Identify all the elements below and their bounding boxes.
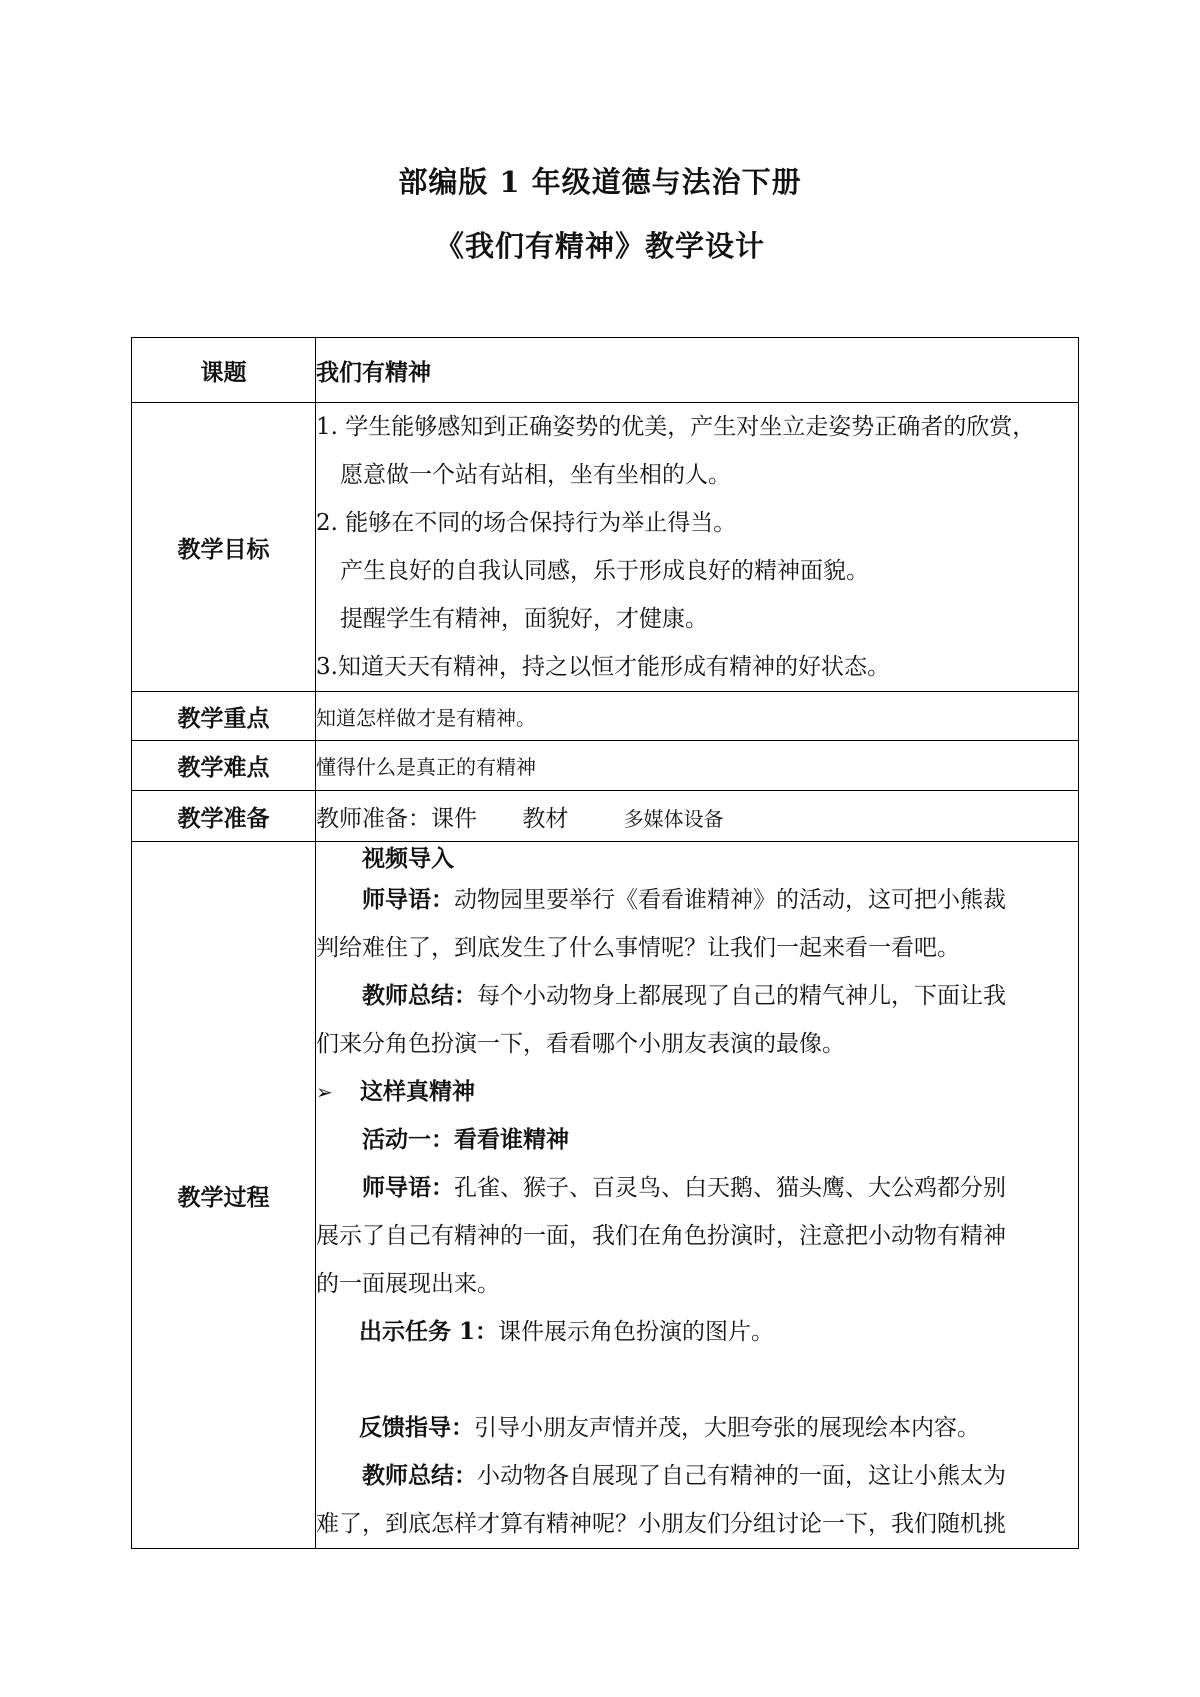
topic-label: 课题 [132, 338, 316, 403]
video-intro-heading: 视频导入 [362, 845, 454, 872]
document-title-line1: 部编版 1 年级道德与法治下册 [398, 165, 802, 199]
goals-value [316, 403, 1079, 692]
goal-line: 提醒学生有精神，面貌好，才健康。 [340, 606, 708, 632]
task-label: 出示任务 1： [359, 1318, 499, 1345]
paragraph-line: 判给难住了，到底发生了什么事情呢？让我们一起来看一看吧。 [316, 935, 960, 961]
goal-line: 3.知道天天有精神，持之以恒才能形成有精神的好状态。 [316, 654, 890, 680]
paragraph-line: 难了，到底怎样才算有精神呢？小朋友们分组讨论一下，我们随机挑 [316, 1511, 1006, 1537]
goal-line: 产生良好的自我认同感，乐于形成良好的精神面貌。 [340, 558, 869, 584]
feedback-label: 反馈指导： [359, 1414, 474, 1441]
teacher-intro-label: 师导语： [362, 886, 454, 913]
task-text: 课件展示角色扮演的图片。 [498, 1319, 775, 1345]
arrow-bullet-icon: ➢ [316, 1080, 333, 1104]
activity-heading: 活动一：看看谁精神 [362, 1126, 569, 1153]
teacher-intro-text: 动物园里要举行《看看谁精神》的活动，这可把小熊裁 [454, 887, 1006, 913]
process-value [316, 842, 1079, 1549]
bullet-heading: 这样真精神 [360, 1078, 475, 1105]
paragraph-line: 展示了自己有精神的一面，我们在角色扮演时，注意把小动物有精神 [316, 1223, 1006, 1249]
difficulty-value: 懂得什么是真正的有精神 [316, 741, 1079, 791]
topic-value: 我们有精神 [316, 338, 1079, 403]
bullet-item [316, 1068, 1078, 1116]
row-key-point [132, 692, 1079, 741]
teacher-summary-text: 小动物各自展现了自己有精神的一面，这让小熊太为 [477, 1463, 1006, 1489]
goal-line: 2. 能够在不同的场合保持行为举止得当。 [316, 510, 737, 536]
preparation-value [316, 791, 1079, 842]
preparation-item2: 教材 [522, 805, 569, 832]
preparation-prefix: 教师准备：课件 [316, 805, 477, 832]
preparation-label: 教学准备 [132, 791, 316, 842]
key-point-label: 教学重点 [132, 692, 316, 741]
row-topic [132, 338, 1079, 403]
teacher-intro-text: 孔雀、猴子、百灵鸟、白天鹅、猫头鹰、大公鸡都分别 [454, 1175, 1006, 1201]
row-difficulty [132, 741, 1079, 791]
feedback-text: 引导小朋友声情并茂，大胆夸张的展现绘本内容。 [474, 1415, 980, 1441]
preparation-item3: 多媒体设备 [623, 806, 724, 831]
difficulty-label: 教学难点 [132, 741, 316, 791]
teacher-intro-label: 师导语： [362, 1174, 454, 1201]
teacher-summary-text: 每个小动物身上都展现了自己的精气神儿，下面让我 [477, 983, 1006, 1009]
lesson-plan-table [131, 337, 1079, 1549]
goal-line: 愿意做一个站有站相，坐有坐相的人。 [340, 462, 731, 488]
teacher-summary-label: 教师总结： [362, 1462, 477, 1489]
goal-line: 1. 学生能够感知到正确姿势的优美，产生对坐立走姿势正确者的欣赏， [316, 414, 1036, 440]
row-process [132, 842, 1079, 1549]
goals-label: 教学目标 [132, 403, 316, 692]
paragraph-line: 的一面展现出来。 [316, 1271, 500, 1297]
paragraph-line: 们来分角色扮演一下，看看哪个小朋友表演的最像。 [316, 1031, 845, 1057]
key-point-value: 知道怎样做才是有精神。 [316, 692, 1079, 741]
teacher-summary-label: 教师总结： [362, 982, 477, 1009]
row-preparation [132, 791, 1079, 842]
row-goals [132, 403, 1079, 692]
document-title-line2: 《我们有精神》教学设计 [434, 229, 765, 263]
process-label: 教学过程 [132, 842, 316, 1549]
